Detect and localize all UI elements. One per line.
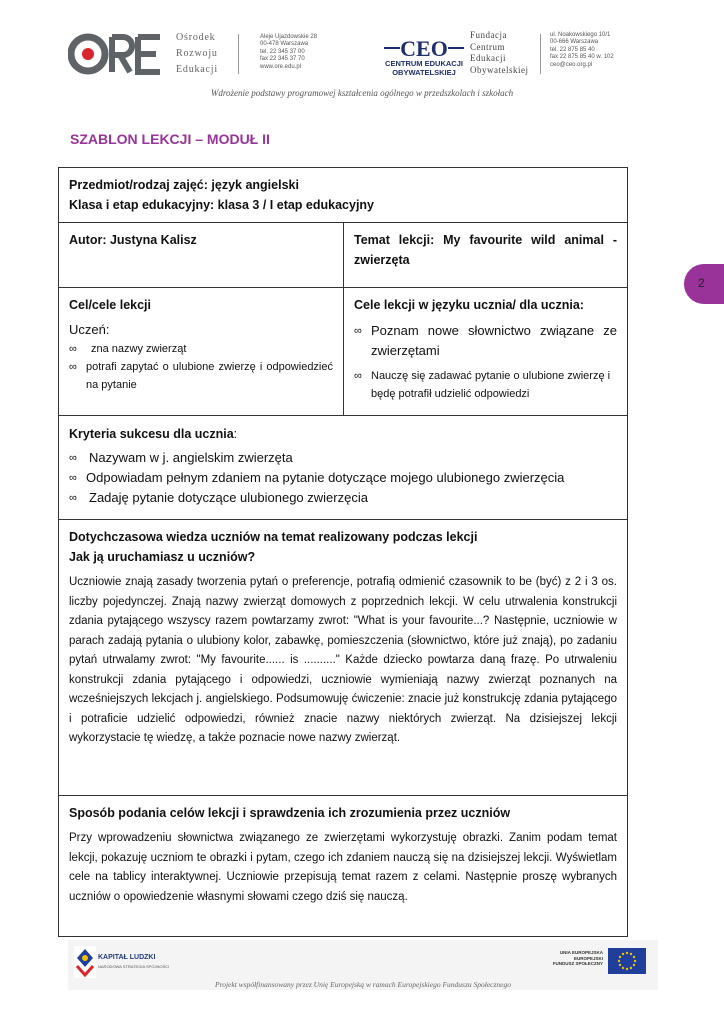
goals-header: Cel/cele lekcji [69, 298, 152, 312]
class-line: Klasa i etap edukacyjny: klasa 3 / I etap edukacyjny [69, 198, 375, 212]
prior-knowledge-text: Uczniowie znają zasady tworzenia pytań o preferencje, potrafią odmienić czasownik to be (być) z 2 i 3 os. liczby pojedynczej. Znają nazwy zwierząt domowych z poprzednich lekcji. W celu utrwalenia konstrukcji zdania pytającego wszyscy razem powtarzamy zwrot: "What is your favourite...? Następnie, uczniowie w parach zadają pytania o ulubiony kolor, zabawkę, pomieszczenia (słownictwo, które już znają), po zadaniu pytań utrwalamy zwrot: "My favourite...... is .........." Każde dziecko powtarza daną frazę. Po utrwaleniu konstrukcji zdania pytającego i odpowiedzi, uczniowie wymieniają nazwy zwierząt poznanych na wcześniejszych lekcjach j. angielskiego. Podsumowuję ćwiczenie: znacie już konstrukcję zdania pytającego i potraficie udzielić odpowiedzi, również znacie nazwy niektórych zwierząt. Na dzisiejszej lekcji wykorzystacie tę wiedzę, a także poznacie nowe nazwy zwierząt. [69, 576, 617, 744]
subject-row [59, 168, 627, 222]
ceo-address: ul. Noakowskiego 10/1 00-666 Warszawa tel. 22 875 85 40 fax 22 875 85 40 w. 102 ceo@ceo.org.pl [550, 32, 614, 68]
criteria-item: ∞ Zadaję pytanie dotyczące ulubionego zwierzęcia [69, 488, 617, 508]
goals-intro: Uczeń: [69, 322, 110, 337]
kapital-ludzki-logo [74, 946, 96, 978]
ore-address: Aleje Ujazdowskie 28 00-478 Warszawa tel. 22 345 37 00 fax 22 345 37 70 www.ore.edu.pl [260, 34, 318, 70]
author: Autor: Justyna Kalisz [69, 233, 197, 247]
eu-flag-icon [608, 948, 646, 974]
kapital-ludzki-subtitle: NARODOWA STRATEGIA SPÓJNOŚCI [98, 964, 170, 969]
method-row [59, 795, 627, 936]
prior-knowledge-header: Dotychczasowa wiedza uczniów na temat realizowany podczas lekcji [69, 530, 478, 544]
divider [540, 34, 541, 74]
page-title: SZABLON LEKCJI – MODUŁ II [70, 131, 270, 147]
student-goals-header: Cele lekcji w języku ucznia/ dla ucznia: [354, 298, 584, 312]
goals-row [59, 287, 627, 415]
divider [238, 34, 239, 74]
svg-text:OBYWATELSKIEJ: OBYWATELSKIEJ [392, 68, 456, 77]
bullet-icon: ∞ [69, 361, 77, 373]
bullet-icon: ∞ [354, 370, 362, 382]
criteria-item: ∞ Nazywam w j. angielskim zwierzęta [69, 448, 617, 468]
criteria-row [59, 415, 627, 519]
bullet-icon: ∞ [69, 472, 77, 484]
footer-note: Projekt współfinansowany przez Unię Europejską w ramach Europejskiego Funduszu Społecznego [214, 980, 511, 989]
header-tagline: Wdrożenie podstawy programowej kształcenia ogólnego w przedszkolach i szkołach [210, 88, 514, 98]
subject-line: Przedmiot/rodzaj zajęć: język angielski [69, 178, 299, 192]
lesson-template-table [58, 167, 628, 937]
page-footer [68, 940, 658, 990]
eu-label: UNIA EUROPEJSKA EUROPEJSKI FUNDUSZ SPOŁECZNY [552, 950, 603, 966]
page-number-badge [684, 264, 724, 304]
ore-name: Ośrodek Rozwoju Edukacji [176, 32, 218, 75]
bullet-icon: ∞ [69, 492, 77, 504]
ore-logo [68, 32, 168, 76]
criteria-heading: Kryteria sukcesu dla ucznia: [69, 427, 238, 441]
lesson-topic: Temat lekcji: My favourite wild animal - zwierzęta [354, 233, 617, 267]
prior-knowledge-question: Jak ją uruchamiasz u uczniów? [69, 550, 256, 564]
ceo-logo [380, 34, 468, 78]
svg-text:CEO: CEO [400, 36, 448, 61]
svg-text:CENTRUM EDUKACJI: CENTRUM EDUKACJI [385, 59, 463, 68]
goal-item: ∞ zna nazwy zwierząt [69, 340, 333, 358]
student-goal-item: ∞ Poznam nowe słownictwo związane ze zwierzętami [354, 323, 617, 358]
bullet-icon: ∞ [69, 452, 77, 464]
bullet-icon: ∞ [69, 343, 77, 355]
kapital-ludzki-title: KAPITAŁ LUDZKI [98, 954, 156, 961]
method-header: Sposób podania celów lekcji i sprawdzenia ich zrozumienia przez uczniów [69, 806, 511, 820]
method-text: Przy wprowadzeniu słownictwa związanego ze zwierzętami wykorzystuję obrazki. Zanim podam temat lekcji, pokazuję uczniom te obrazki i pytam, czego ich zdaniem nauczą się na dzisiejszej lekcji. Wyświetlam cele na tablicy interaktywnej. Uczniowie przepisują temat razem z celami. Następnie proszę wybranych uczniów o opowiedzenie własnymi słowami czego dziś się nauczą. [69, 832, 617, 903]
criteria-item: ∞ Odpowiadam pełnym zdaniem na pytanie dotyczące mojego ulubionego zwierzęcia [69, 468, 617, 488]
author-topic-row [59, 222, 627, 287]
page-number: 2 [698, 276, 705, 290]
student-goal-item: ∞ Nauczę się zadawać pytanie o ulubione zwierzę i będę potrafił udzielić odpowiedzi [354, 367, 617, 403]
ceo-name: Fundacja Centrum Edukacji Obywatelskiej [470, 30, 529, 75]
page-header [68, 28, 658, 84]
prior-knowledge-row [59, 519, 627, 795]
bullet-icon: ∞ [354, 325, 362, 337]
goal-item: ∞ potrafi zapytać o ulubione zwierzę i odpowiedzieć na pytanie [69, 358, 333, 394]
